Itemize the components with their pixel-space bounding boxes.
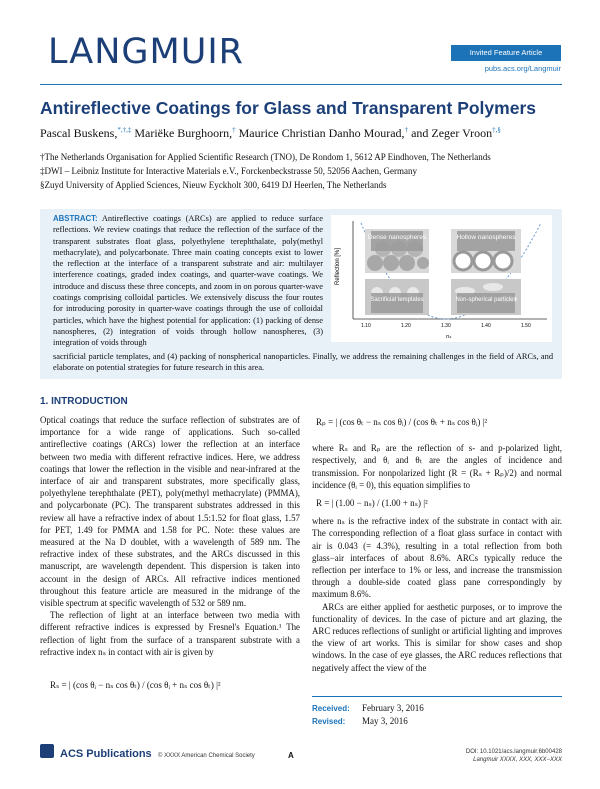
- article-type-badge: Invited Feature Article: [451, 45, 561, 61]
- author-sup: *,†,‡: [117, 126, 132, 134]
- received-label: Received:: [312, 704, 350, 713]
- toc-xtick: 1.30: [441, 323, 451, 329]
- toc-graphic: [331, 215, 552, 342]
- header-divider: [40, 84, 562, 85]
- journal-url-link[interactable]: pubs.acs.org/Langmuir: [484, 64, 561, 73]
- toc-xtick: 1.10: [361, 323, 371, 329]
- author-sup: †: [404, 126, 409, 134]
- author-name[interactable]: and Zeger Vroon: [408, 126, 493, 140]
- right-column: [312, 410, 562, 674]
- copyright: © XXXX American Chemical Society: [158, 753, 255, 759]
- abstract-line: surface reflections. We review coatings that reduce the reflection of: [53, 214, 323, 235]
- abstract-line: main coating concepts exist to lower the reflection at the interface of: [53, 247, 323, 269]
- abstract-label: ABSTRACT:: [53, 214, 98, 223]
- affiliation: †The Netherlands Organisation for Applied Scientific Research (TNO), De Rondom 1, 5612 AP Eindhoven, The Netherlands: [40, 152, 491, 162]
- toc-label: Hollow nanospheres: [456, 234, 516, 241]
- abstract-line: a transparent substrate and air: multilayer interference coatings,: [53, 259, 324, 280]
- paragraph: Optical coatings that reduce the surface reflection of substrates are of importance for a wide range of applications. Such so-called antireflective coatings (ARCs) lower the reflection at an interface between two media with different refractive indices. Here, we address coatings that lower the reflection in the visible and near-infrared at the interface of air and transparent substrates, more specifically glass, polyethylene terephthalate (PET), poly(methyl methacrylate) (PMMA), and polycarbonate (PC). The transparent substrates addressed in this review all have a refractive index of about 1.5:1.52 for float glass, 1.57 for PET, 1.49 for PMMA and 1.58 for PC. Note: these values are measured at the Na D doublet, with a wavelength of 589 nm. The refractive index of these substrates, and the ARCs discussed in this manuscript, are wavelength dependent. This dispersion is taken into account in the design of ARCs. All refractive indices mentioned throughout this feature article are measured in the midrange of the visible spectrum at specific wavelength of 532 or 589 nm.: [40, 415, 300, 609]
- author-sup: †,§: [492, 126, 501, 134]
- author-list: [40, 126, 501, 141]
- toc-ylabel: Reflection [%]: [335, 247, 341, 285]
- toc-label: Dense nanospheres: [367, 234, 427, 241]
- abstract-line: graded index coatings, and quarter-wave coatings. We introduce and: [53, 270, 323, 291]
- toc-xlabel: nₛ: [446, 334, 452, 340]
- received-date: February 3, 2016: [362, 703, 424, 713]
- left-column: [40, 414, 300, 658]
- revised-date: May 3, 2016: [362, 716, 408, 726]
- paragraph: where Rₛ and Rₚ are the reflection of s- and p-polarized light, respectively, and θᵢ and θₜ are the angles of incidence and transmission. For nonpolarized light (R = (Rₛ + Rₚ)/2) and normal incidence (θᵢ = 0), this equation simplifies to: [312, 443, 562, 490]
- abstract-line: the surface of the transparent substrates float glass, polyethylene: [53, 225, 324, 246]
- publisher-logo: ACS Publications: [60, 748, 152, 760]
- author-name[interactable]: Pascal Buskens,: [40, 126, 118, 140]
- paragraph: The reflection of light at an interface between two media with different refractive indices is expressed by Fresnel's Equation.¹ The reflection of light from the surface of a transparent substrate with a refractive index nₛ in contact with air is given by: [40, 610, 300, 657]
- section-heading: 1. INTRODUCTION: [40, 396, 128, 407]
- page-number: A: [288, 751, 294, 760]
- author-sup: †: [232, 126, 236, 134]
- equation-rs: Rₛ = | (cos θᵢ − nₛ cos θₜ) / (cos θᵢ + nₛ cos θₜ) |²: [50, 680, 221, 690]
- abstract-line: terephthalate, poly(methyl methacrylate), and polycarbonate. Three: [53, 236, 324, 257]
- author-name[interactable]: Maurice Christian Danho Mourad,: [235, 126, 405, 140]
- abstract-text: [53, 213, 323, 349]
- toc-label: Sacrificial templates: [370, 297, 424, 303]
- hollow-nanospheres-panel: [451, 229, 521, 273]
- received-dates: [312, 700, 562, 728]
- author-name[interactable]: Mariëke Burghoorn,: [131, 126, 233, 140]
- sacrificial-templates-panel: [365, 279, 429, 315]
- abstract-line: field of ARCs, and elaborate on potential strategies for future research in this area.: [53, 352, 554, 373]
- article-title: Antireflective Coatings for Glass and Transparent Polymers: [40, 98, 536, 118]
- dense-nanospheres-panel: [365, 229, 429, 273]
- dates-divider: [312, 696, 562, 697]
- toc-xtick: 1.50: [521, 323, 531, 329]
- paragraph: where nₛ is the refractive index of the substrate in contact with air. The corresponding reflection of a float glass surface in contact with air is 0.043 (= 4.3%), resulting in a total reflection from both glass−air interfaces of about 8.6%. ARCs typically reduce the reflection per interface to 1% or less, and increase the transmission through a double-side coated glass pane correspondingly by maximum 8.6%.: [312, 516, 562, 600]
- toc-xtick: 1.40: [481, 323, 491, 329]
- abstract-line: coatings comprising colloidal particles. We extensively discuss the: [53, 293, 283, 303]
- revised-label: Revised:: [312, 717, 346, 726]
- non-spherical-panel: [451, 279, 521, 315]
- abstract-line: sacrificial particle templates, and (4) packing of nonspherical nanoparticles. Finally, we address the remaining challenges in the: [53, 352, 487, 361]
- equation-rp: Rₚ = | (cos θₜ − nₛ cos θᵢ) / (cos θₜ + nₛ cos θᵢ) |²: [316, 417, 488, 427]
- acs-logo-icon: [40, 744, 54, 758]
- abstract-line: voids through hollow nanospheres, (3) integration of voids through: [53, 326, 323, 348]
- abstract-line: four routes for introducing porosity in quarter-wave coatings through: [53, 293, 323, 314]
- abstract-full-width: [53, 351, 553, 374]
- abstract-line: the use of colloidal particles, which have the highest potential for: [53, 304, 323, 325]
- citation: Langmuir XXXX, XXX, XXX−XXX: [473, 757, 562, 763]
- equation-r: R = | (1.00 − nₛ) / (1.00 + nₛ) |²: [316, 498, 428, 509]
- doi-link[interactable]: DOI: 10.1021/acs.langmuir.6b00428: [465, 749, 562, 755]
- toc-xtick: 1.20: [401, 323, 411, 329]
- toc-figure: [331, 215, 552, 342]
- toc-label: Non-spherical particles: [455, 297, 517, 303]
- abstract-line: discuss these three concepts, and zoom in on porous quarter-wave: [101, 281, 323, 291]
- affiliation: §Zuyd University of Applied Sciences, Nieuw Eyckholt 300, 6419 DJ Heerlen, The Netherlands: [40, 180, 387, 190]
- journal-logo: LANGMUIR: [48, 32, 245, 72]
- abstract-line: application: (1) packing of dense nanospheres, (2) integration of: [53, 315, 324, 336]
- affiliation: ‡DWI – Leibniz Institute for Interactive Materials e.V., Forckenbeckstrasse 50, 52056 Aachen, Germany: [40, 166, 417, 176]
- paragraph: ARCs are either applied for aesthetic purposes, or to improve the functionality of devices. In the case of picture and art glazing, the ARC reduces reflections of sunlight or artificial lighting and improves the view of art works. This is similar for show cases and shop windows. In the case of eye glasses, the ARC reduces reflections that negatively affect the view of the: [312, 601, 562, 673]
- abstract-line: Antireflective coatings (ARCs) are applied to reduce: [101, 214, 295, 223]
